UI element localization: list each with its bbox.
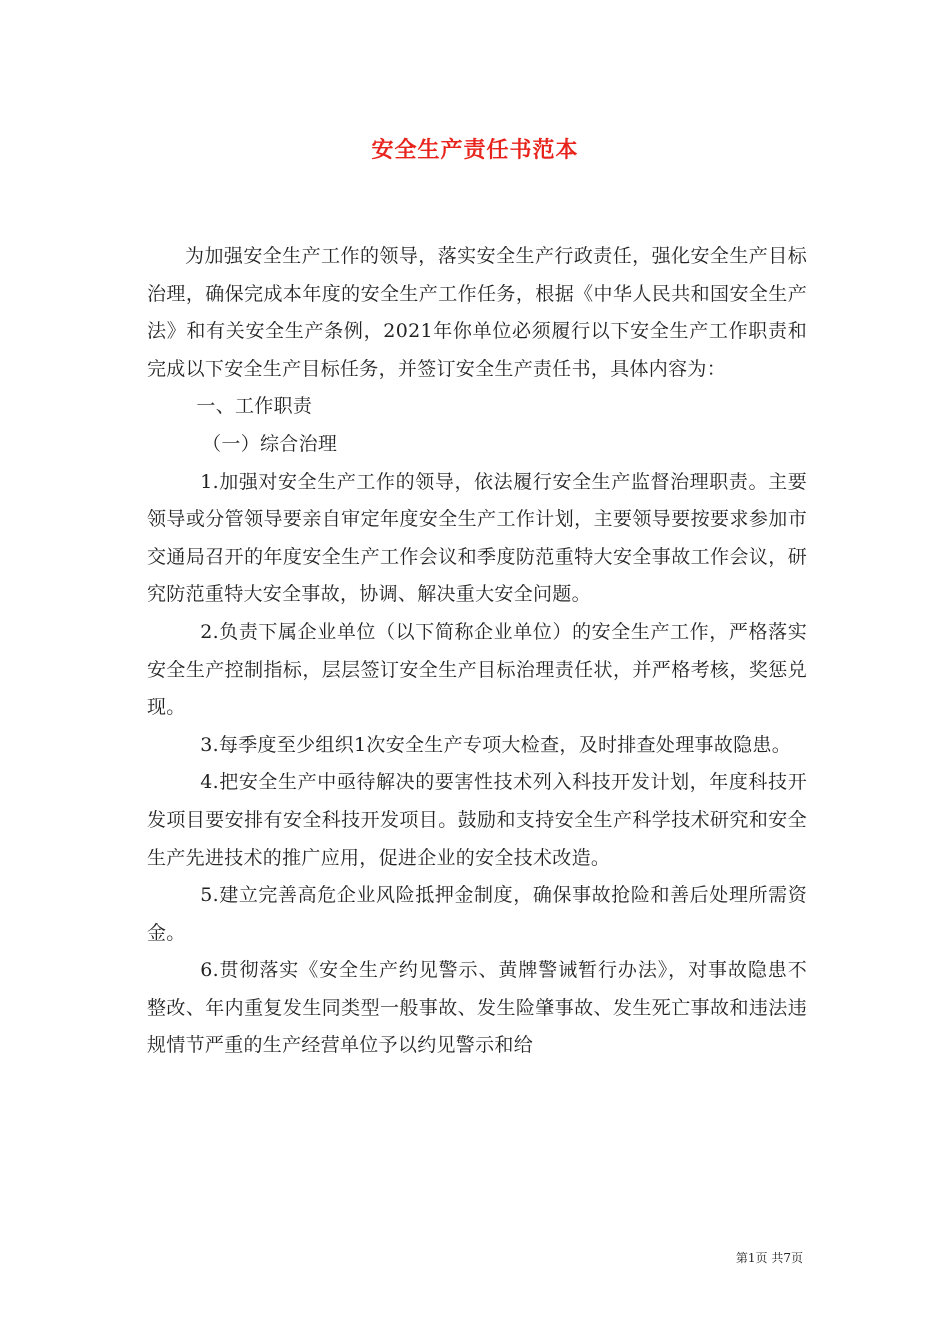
document-title: 安全生产责任书范本	[371, 137, 579, 163]
list-item-4: 4.把安全生产中亟待解决的要害性技术列入科技开发计划，年度科技开发项目要安排有安全科技开发项目。鼓励和支持安全生产科学技术研究和安全生产先进技术的推广应用，促进企业的安全技术改造。	[147, 771, 807, 869]
page-number-footer: 第1页 共7页	[735, 1251, 803, 1265]
intro-paragraph: 为加强安全生产工作的领导，落实安全生产行政责任，强化安全生产目标治理，确保完成本年度的安全生产工作任务，根据《中华人民共和国安全生产法》和有关安全生产条例，2021年你单位必须履行以下安全生产工作职责和完成以下安全生产目标任务，并签订安全生产责任书，具体内容为：	[147, 245, 807, 380]
list-item-3: 3.每季度至少组织1次安全生产专项大检查，及时排查处理事故隐患。	[200, 733, 792, 756]
list-item-2: 2.负责下属企业单位（以下简称企业单位）的安全生产工作，严格落实安全生产控制指标，层层签订安全生产目标治理责任状，并严格考核，奖惩兑现。	[147, 620, 807, 719]
list-item-6: 6.贯彻落实《安全生产约见警示、黄牌警诫暂行办法》，对事故隐患不整改、年内重复发生同类型一般事故、发生险肇事故、发生死亡事故和违法违规情节严重的生产经营单位予以约见警示和给	[147, 959, 807, 1057]
subsection-heading-comprehensive-management: （一）综合治理	[202, 432, 338, 455]
list-item-5: 5.建立完善高危企业风险抵押金制度，确保事故抢险和善后处理所需资金。	[147, 884, 807, 944]
list-item-1: 1.加强对安全生产工作的领导，依法履行安全生产监督治理职责。主要领导或分管领导要亲自审定年度安全生产工作计划，主要领导要按要求参加市交通局召开的年度安全生产工作会议和季度防范重特大安全事故工作会议，研究防范重特大安全事故，协调、解决重大安全问题。	[147, 470, 807, 606]
document-body	[147, 238, 807, 1065]
section-heading-work-duties: 一、工作职责	[196, 395, 313, 418]
